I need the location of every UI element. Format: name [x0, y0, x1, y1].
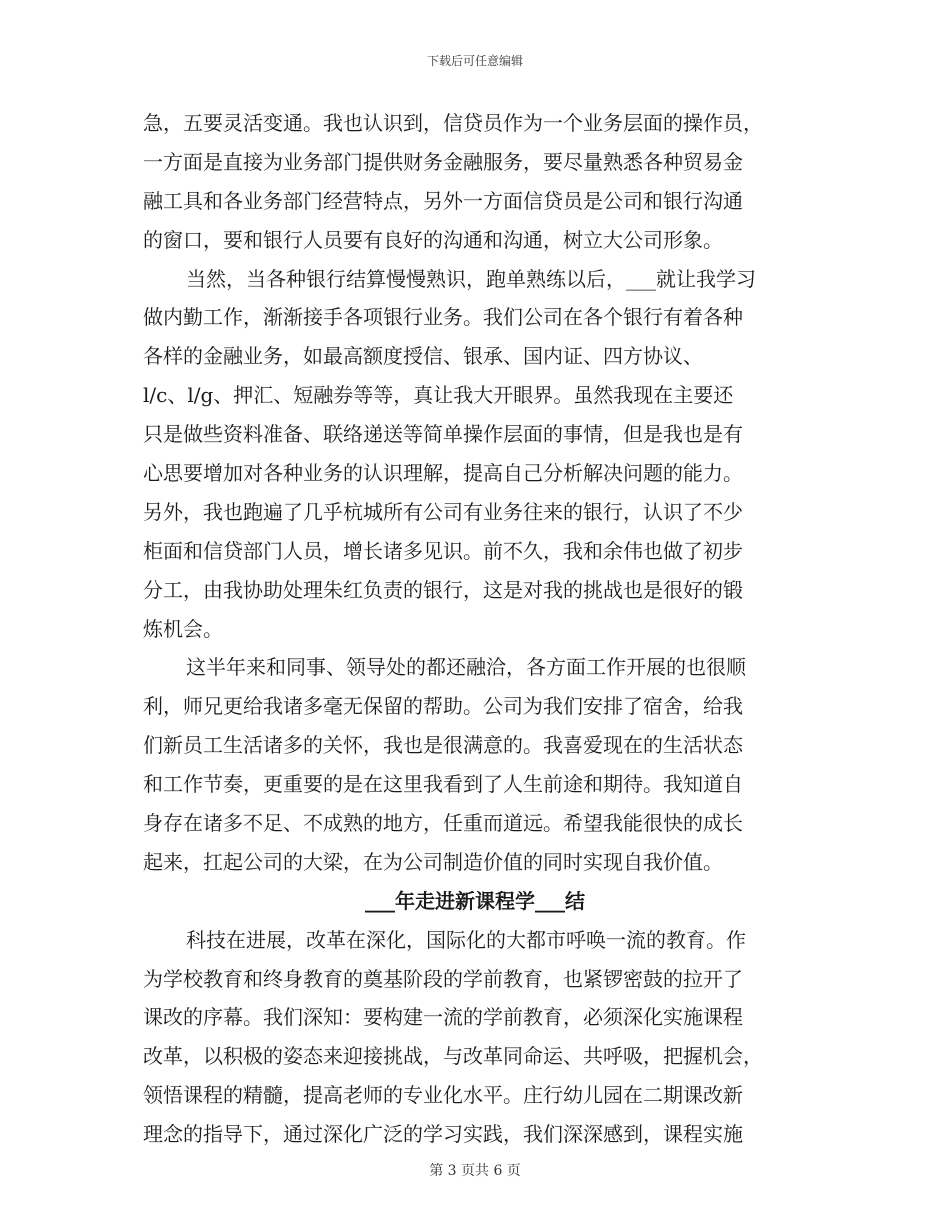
text-line: 急，五要灵活变通。我也认识到，信贷员作为一个业务层面的操作员，: [143, 111, 763, 135]
page-header: 下载后可任意编辑: [426, 54, 523, 68]
text-line: 柜面和信贷部门人员，增长诸多见识。前不久，我和余伟也做了初步: [143, 538, 743, 563]
text-line: 们新员工生活诸多的关怀，我也是很满意的。我喜爱现在的生活状态: [143, 733, 743, 758]
text-line: 分工，由我协助处理朱红负责的银行，这是对我的挑战也是很好的锻: [143, 577, 743, 602]
text-line: 心思要增加对各种业务的认识理解，提高自己分析解决问题的能力。: [143, 461, 743, 486]
section-title: ___年走进新课程学___结: [365, 888, 585, 913]
text-line: 起来，扛起公司的大梁，在为公司制造价值的同时实现自我价值。: [143, 849, 723, 874]
text-line: 的窗口，要和银行人员要有良好的沟通和沟通，树立大公司形象。: [143, 227, 723, 252]
text-line: 这半年来和同事、领导处的都还融洽，各方面工作开展的也很顺: [186, 655, 746, 680]
text-line: 和工作节奏，更重要的是在这里我看到了人生前途和期待。我知道自: [143, 772, 743, 797]
text-line: 炼机会。: [143, 616, 223, 641]
text-line: 为学校教育和终身教育的奠基阶段的学前教育，也紧锣密鼓的拉开了: [143, 966, 743, 991]
text-line: 改革，以积极的姿态来迎接挑战，与改革同命运、共呼吸，把握机会，: [143, 1044, 763, 1069]
text-line: 理念的指导下，通过深化广泛的学习实践，我们深深感到，课程实施: [143, 1122, 743, 1147]
text-line: 另外，我也跑遍了几乎杭城所有公司有业务往来的银行，认识了不少: [143, 499, 743, 524]
text-line: 做内勤工作，渐渐接手各项银行业务。我们公司在各个银行有着各种: [143, 305, 743, 330]
text-line: 身存在诸多不足、不成熟的地方，任重而道远。希望我能很快的成长: [143, 811, 743, 836]
page-footer: 第 3 页共 6 页: [429, 1163, 521, 1179]
text-line: 领悟课程的精髓，提高老师的专业化水平。庄行幼儿园在二期课改新: [143, 1083, 743, 1108]
text-line: l/c、l/g、押汇、短融券等等，真让我大开眼界。虽然我现在主要还: [143, 383, 734, 408]
text-line: 融工具和各业务部门经营特点，另外一方面信贷员是公司和银行沟通: [143, 188, 743, 213]
text-line: 课改的序幕。我们深知：要构建一流的学前教育，必须深化实施课程: [143, 1005, 743, 1030]
text-line: 科技在进展，改革在深化，国际化的大都市呼唤一流的教育。作: [186, 927, 746, 952]
text-line: 各样的金融业务，如最高额度授信、银承、国内证、四方协议、: [143, 344, 703, 369]
text-line: 当然，当各种银行结算慢慢熟识，跑单熟练以后，___就让我学习: [186, 266, 756, 291]
document-body: [143, 104, 807, 1154]
text-line: 只是做些资料准备、联络递送等简单操作层面的事情，但是我也是有: [143, 422, 743, 447]
text-line: 一方面是直接为业务部门提供财务金融服务，要尽量熟悉各种贸易金: [143, 149, 743, 174]
text-line: 利，师兄更给我诸多毫无保留的帮助。公司为我们安排了宿舍，给我: [143, 694, 743, 719]
